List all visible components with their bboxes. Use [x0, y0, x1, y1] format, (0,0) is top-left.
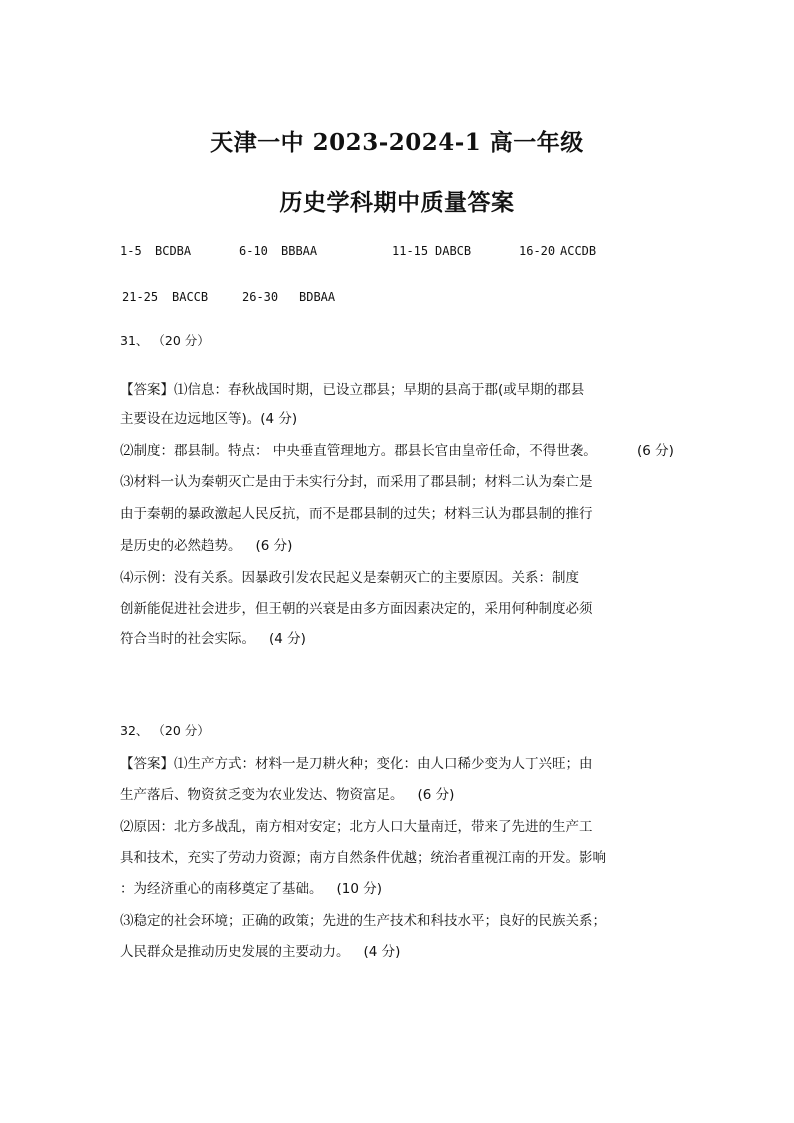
q31-points-2: (6 分): [637, 443, 674, 459]
choice-answer: BACCB: [172, 290, 209, 304]
q32-answer-line: [120, 783, 454, 803]
choice-range: 11-15: [392, 244, 429, 258]
document-subtitle: 历史学科期中质量答案: [279, 189, 515, 216]
choice-range: 16-20: [519, 244, 556, 258]
choice-range: 1-5: [120, 244, 142, 258]
q32-answer-text: 人民群众是推动历史发展的主要动力。: [120, 944, 350, 960]
q31-answer-text: 是历史的必然趋势。: [120, 538, 242, 554]
choice-range: 26-30: [242, 290, 279, 304]
q31-points-3: (6 分): [255, 538, 293, 554]
question-32-header: 32、 （20 分）: [120, 723, 210, 738]
q31-answer-line: 主要设在边远地区等)。(4 分): [120, 411, 298, 427]
q32-points-2: (10 分): [336, 881, 383, 897]
q31-answer-line: 由于秦朝的暴政激起人民反抗，而不是郡县制的过失；材料三认为郡县制的推行: [120, 506, 593, 522]
q32-points-1: (6 分): [417, 787, 455, 803]
q31-answer-text: 符合当时的社会实际。: [120, 631, 255, 647]
q31-answer-line: [120, 627, 306, 647]
q31-answer-line: ⑶材料一认为秦朝灭亡是由于未实行分封，而采用了郡县制；材料二认为秦亡是: [120, 474, 593, 490]
q32-answer-line: ⑶稳定的社会环境；正确的政策；先进的生产技术和科技水平；良好的民族关系；: [120, 913, 606, 929]
choice-range: 6-10: [239, 244, 268, 258]
q31-answer-line: ⑵制度：郡县制。特点： 中央垂直管理地方。郡县长官由皇帝任命，不得世袭。: [120, 443, 597, 459]
q32-answer-text: 生产落后、物资贫乏变为农业发达、物资富足。: [120, 787, 404, 803]
choice-answer: DABCB: [435, 244, 472, 258]
choice-range: 21-25: [122, 290, 159, 304]
q32-answer-line: 【答案】⑴生产方式：材料一是刀耕火种；变化：由人口稀少变为人丁兴旺；由: [120, 756, 593, 772]
question-31-header: 31、 （20 分）: [120, 333, 210, 348]
choice-answer: BCDBA: [155, 244, 192, 258]
q32-answer-line: [120, 940, 400, 960]
choice-answer: BBBAA: [281, 244, 318, 258]
choice-answer: BDBAA: [299, 290, 336, 304]
q31-answer-line: [120, 534, 292, 554]
q32-answer-line: ⑵原因：北方多战乱，南方相对安定；北方人口大量南迁，带来了先进的生产工: [120, 819, 593, 835]
q31-answer-line: 【答案】⑴信息：春秋战国时期，已设立郡县；早期的县高于郡(或早期的郡县: [120, 382, 585, 398]
q32-answer-line: 具和技术，充实了劳动力资源；南方自然条件优越；统治者重视江南的开发。影响: [120, 850, 606, 866]
document-title: 天津一中 2023-2024-1 高一年级: [210, 129, 584, 156]
q32-answer-line: [120, 877, 382, 897]
q31-answer-line: ⑷示例：没有关系。因暴政引发农民起义是秦朝灭亡的主要原因。关系：制度: [120, 570, 579, 586]
q32-answer-text: ：为经济重心的南移奠定了基础。: [120, 881, 323, 897]
q31-answer-line: 创新能促进社会进步，但王朝的兴衰是由多方面因素决定的，采用何种制度必须: [120, 601, 593, 617]
q32-points-3: (4 分): [363, 944, 401, 960]
q31-points-4: (4 分): [269, 631, 306, 647]
choice-answer: ACCDB: [560, 244, 597, 258]
